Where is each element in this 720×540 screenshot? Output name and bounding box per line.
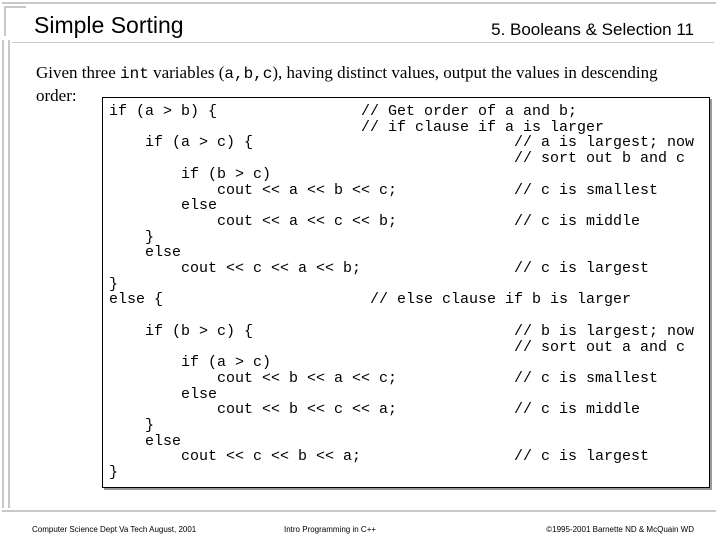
code-statement: else [181,385,218,403]
intro-text-2: variables ( [148,63,225,82]
code-statement: cout << a << b << c; [217,181,398,199]
code-statement: else [145,244,182,262]
code-statement: cout << b << a << c; [217,369,398,387]
code-statement: if (b > c) [181,165,272,183]
code-statement: cout << c << b << a; [181,448,362,466]
code-statement: else [145,432,182,450]
code-comment: // if clause if a is larger [361,118,605,136]
code-listing [102,97,710,488]
code-statement: else { [109,291,164,309]
code-statement: else [181,197,218,215]
slide-frame-title-box-top [4,6,26,8]
intro-code-vars: a,b,c [224,65,273,83]
code-statement: cout << a << c << b; [217,212,398,230]
code-comment: // c is smallest [514,369,659,387]
slide-frame-left-bar [2,40,4,508]
code-comment: // c is smallest [514,181,659,199]
footer-right: ©1995-2001 Barnette ND & McQuain WD [546,525,694,534]
code-statement: if (a > c) [181,354,272,372]
code-comment: // b is largest; now [514,322,695,340]
code-statement: } [109,464,119,482]
intro-text-1: Given three [36,63,121,82]
slide-frame-header-rule [12,42,714,43]
code-statement: if (b > c) { [145,322,254,340]
section-label: 5. Booleans & Selection 11 [491,20,694,39]
intro-code-int: int [120,65,149,83]
code-comment: // sort out b and c [514,150,686,168]
code-comment: // a is largest; now [514,134,695,152]
slide-frame-bottom-bar [2,510,716,512]
code-comment: // Get order of a and b; [361,103,578,120]
code-statement: if (a > b) { [109,103,218,120]
code-comment: // c is middle [514,212,641,230]
code-comment: // else clause if b is larger [370,291,632,309]
slide-title: Simple Sorting [34,12,184,38]
slide-frame-top-bar [2,2,716,4]
code-comment: // c is largest [514,260,650,277]
footer-left: Computer Science Dept Va Tech August, 2001 [32,525,197,534]
code-statement: } [145,417,155,434]
code-statement: } [109,275,119,293]
intro-text-3: ), having distinct values, output the values in descending order: [36,63,658,105]
code-comment: // c is largest [514,448,650,466]
slide-frame-left-bar-inner [8,40,10,508]
code-statement: if (a > c) { [145,134,254,152]
code-comment: // sort out a and c [514,338,686,356]
code-statement: cout << b << c << a; [217,401,398,419]
footer-center: Intro Programming in C++ [284,525,377,534]
slide-frame-title-box [4,6,6,36]
code-comment: // c is middle [514,401,641,419]
code-statement: } [145,228,155,246]
code-statement: cout << c << a << b; [181,260,362,277]
